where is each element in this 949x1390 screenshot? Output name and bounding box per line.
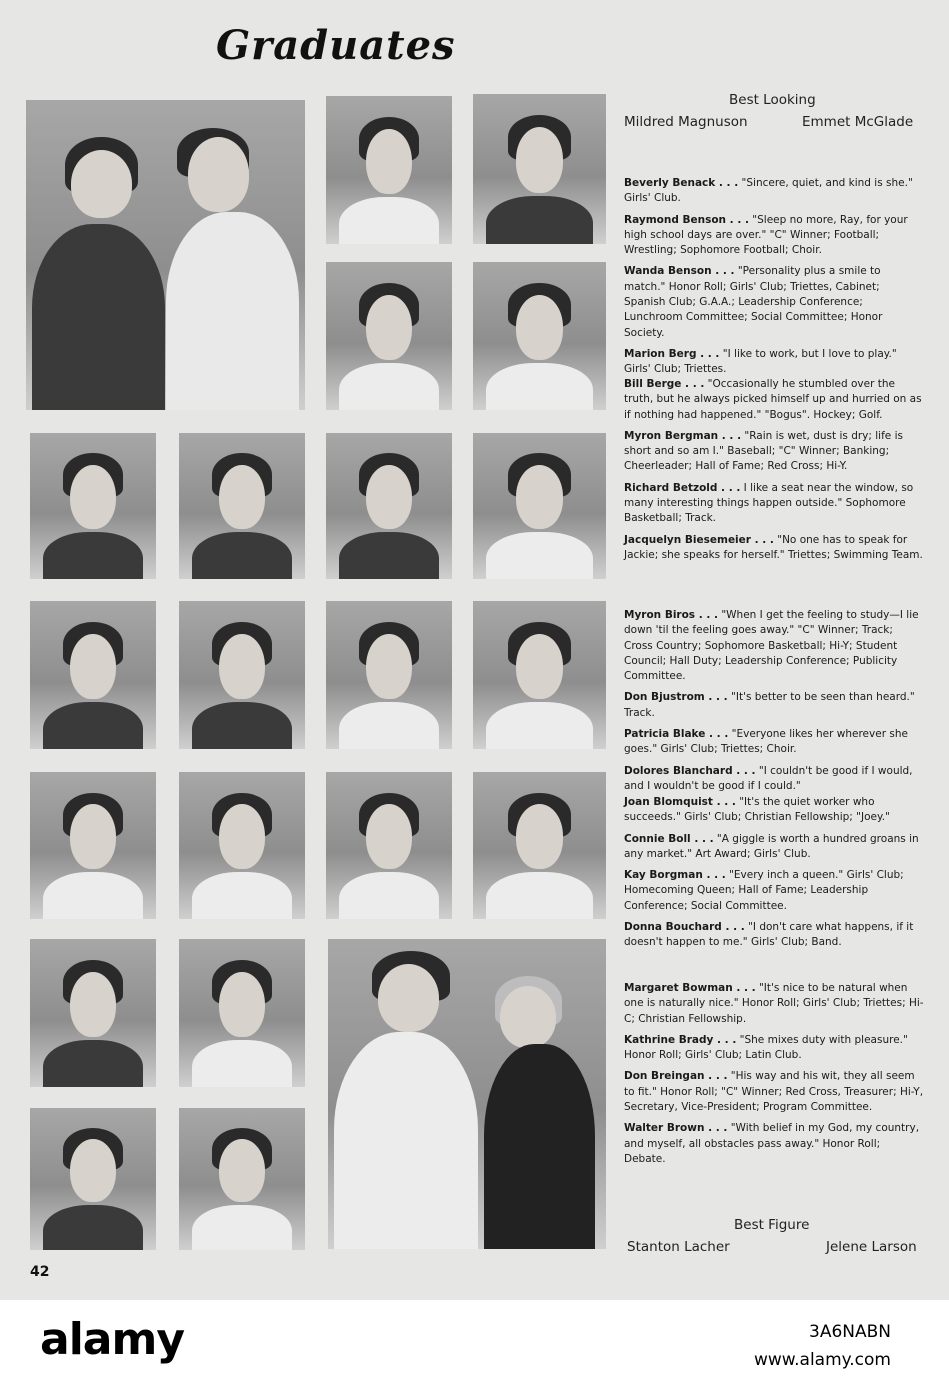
alamy-logo: alamy — [40, 1314, 184, 1365]
portrait-photo — [179, 601, 305, 749]
portrait-photo — [326, 262, 452, 410]
bio-entry: Myron Bergman . . . "Rain is wet, dust is dry; life is short and so am I." Baseball; "C" Winner; Banking; Cheerleader; Hall of Fame; Red Cross; Hi-Y. — [624, 429, 903, 473]
site-url: www.alamy.com — [753, 1350, 891, 1370]
portrait-photo — [30, 772, 156, 919]
portrait-photo — [473, 262, 606, 410]
portrait-photo — [179, 1108, 305, 1250]
best-figure-boy-name: Stanton Lacher — [627, 1239, 730, 1255]
bio-entry: Walter Brown . . . "With belief in my God, my country, and myself, all obstacles pass away." Honor Roll; Debate. — [624, 1122, 920, 1165]
bio-entry: Beverly Benack . . . "Sincere, quiet, and kind is she." Girls' Club. — [624, 177, 913, 205]
bio-entry: Wanda Benson . . . "Personality plus a smile to match." Honor Roll; Girls' Club; Triettes, Cabinet; Spanish Club; G.A.A.; Leadership Conference; Lunchroom Committee; Social Committee; Honor Society. — [624, 265, 883, 339]
best-figure-girl-name: Jelene Larson — [826, 1239, 917, 1255]
portrait-photo — [473, 94, 606, 244]
bio-entry: Kay Borgman . . . "Every inch a queen." Girls' Club; Homecoming Queen; Hall of Fame; Leadership Conference; Social Committee. — [624, 869, 904, 912]
portrait-photo — [326, 601, 452, 749]
page-title: Graduates — [216, 22, 456, 69]
bio-group-5 — [624, 981, 924, 1173]
bio-entry: Patricia Blake . . . "Everyone likes her wherever she goes." Girls' Club; Triettes; Choir. — [624, 728, 908, 756]
portrait-photo — [30, 433, 156, 579]
portrait-photo — [473, 433, 606, 579]
portrait-photo — [30, 601, 156, 749]
bio-entry: Bill Berge . . . "Occasionally he stumbled over the truth, but he always picked himself up and hurried on as if nothing had happened." "Bogus". Hockey; Golf. — [624, 378, 922, 421]
best-looking-girl-name: Mildred Magnuson — [624, 114, 748, 130]
best-looking-boy-name: Emmet McGlade — [802, 114, 914, 130]
best-looking-label: Best Looking — [729, 92, 816, 108]
bio-entry: Marion Berg . . . "I like to work, but I love to play." Girls' Club; Triettes. — [624, 347, 897, 376]
portrait-photo — [326, 96, 452, 244]
portrait-photo — [30, 1108, 156, 1250]
best-figure-label: Best Figure — [734, 1217, 810, 1233]
portrait-photo — [179, 772, 305, 919]
bio-entry: Kathrine Brady . . . "She mixes duty with pleasure." Honor Roll; Girls' Club; Latin Club. — [624, 1033, 908, 1062]
bio-entry: Margaret Bowman . . . "It's nice to be natural when one is naturally nice." Honor Roll; Girls' Club; Triettes; Hi-C; Christian Fellowship. — [624, 982, 924, 1025]
portrait-photo — [30, 939, 156, 1087]
photo-best-figure-couple — [328, 939, 606, 1249]
bio-group-1 — [624, 176, 924, 384]
page-number: 42 — [30, 1264, 50, 1280]
portrait-photo — [179, 433, 305, 579]
bio-entry: Don Bjustrom . . . "It's better to be seen than heard." Track. — [624, 691, 915, 719]
bio-entry: Raymond Benson . . . "Sleep no more, Ray, for your high school days are over." "C" Winner; Football; Wrestling; Sophomore Football; Choir. — [624, 213, 908, 257]
bio-entry: Myron Biros . . . "When I get the feeling to study—I lie down 'til the feeling goes away." "C" Winner; Track; Cross Country; Sophomore Basketball; Hi-Y; Student Council; Hall Duty; Leadership Conference; Publicity Committee. — [624, 609, 919, 683]
bio-entry: Donna Bouchard . . . "I don't care what happens, if it doesn't happen to me." Girls' Club; Band. — [624, 921, 914, 949]
portrait-photo — [473, 772, 606, 919]
portrait-photo — [179, 939, 305, 1087]
photo-best-looking-couple — [26, 100, 305, 410]
bio-group-4 — [624, 795, 924, 957]
bio-entry: Jacquelyn Biesemeier . . . "No one has to speak for Jackie; she speaks for herself." Triettes; Swimming Team. — [624, 533, 923, 561]
portrait-photo — [326, 433, 452, 579]
bio-group-3 — [624, 608, 924, 800]
portrait-photo — [326, 772, 452, 919]
bio-entry: Joan Blomquist . . . "It's the quiet worker who succeeds." Girls' Club; Christian Fellowship; "Joey." — [624, 796, 890, 824]
bio-entry: Richard Betzold . . . I like a seat near the window, so many interesting things happen outside." Sophomore Basketball; Track. — [624, 481, 914, 525]
watermark-footer — [0, 1300, 949, 1390]
portrait-photo — [473, 601, 606, 749]
bio-entry: Connie Boll . . . "A giggle is worth a hundred groans in any market." Art Award; Girls' Club. — [624, 832, 919, 860]
bio-entry: Dolores Blanchard . . . "I couldn't be good if I would, and I wouldn't be good if I could." — [624, 764, 913, 792]
image-id: 3A6NABN — [809, 1322, 891, 1342]
bio-entry: Don Breingan . . . "His way and his wit, they all seem to fit." Honor Roll; "C" Winner; Red Cross, Treasurer; Hi-Y, Secretary, Vice-President; Program Committee. — [624, 1070, 924, 1114]
bio-group-2 — [624, 377, 924, 569]
